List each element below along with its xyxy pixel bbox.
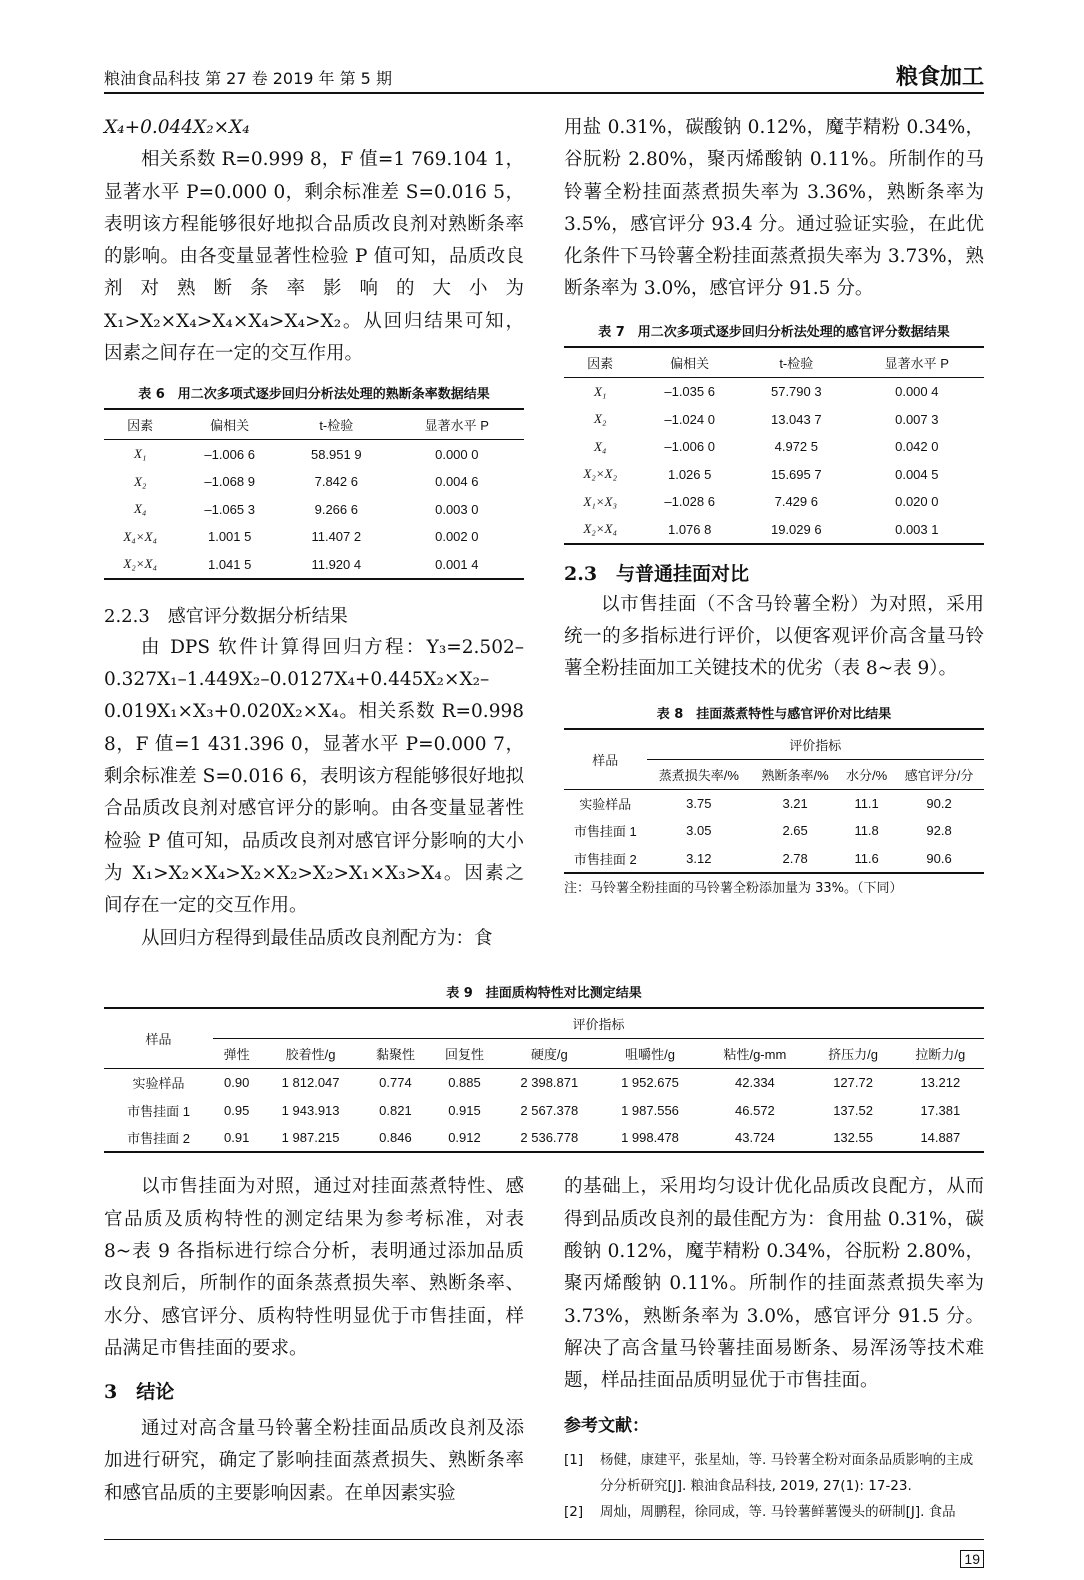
table-cell: 0.004 6 bbox=[435, 474, 479, 490]
table-cell: 57.790 3 bbox=[770, 384, 822, 400]
table-cell: 实验样品 bbox=[132, 1076, 185, 1092]
table-cell: –1.065 3 bbox=[204, 501, 255, 517]
table-cell: 0.000 4 bbox=[895, 384, 939, 400]
table-cell: 2 536.778 bbox=[520, 1130, 579, 1146]
table8-note: 注：马铃薯全粉挂面的马铃薯全粉添加量为 33%。（下同） bbox=[564, 881, 903, 897]
paragraph-comparison-analysis: 以市售挂面为对照，通过对挂面蒸煮特性、感官品质及质构特性的测定结果为参考标准，对表 8~表 9 各指标进行综合分析，表明通过添加品质改良剂后，所制作的面条蒸煮损失率、熟断条率、水分、感官评分、质构特性明显优于市售挂面，样品满足市售挂面的要求。 bbox=[104, 1176, 524, 1359]
column-header: 偏相关 bbox=[176, 409, 283, 440]
column-header: 黏聚性 bbox=[361, 1038, 430, 1068]
table9 bbox=[104, 1007, 984, 1154]
equation-tail: X₄+0.044X₂×X₄ bbox=[104, 117, 250, 138]
table-cell: 2 398.871 bbox=[520, 1075, 579, 1091]
column-header: 回复性 bbox=[430, 1038, 499, 1068]
table-row bbox=[564, 460, 984, 488]
table-cell: 0.003 0 bbox=[435, 501, 479, 517]
table-cell: –1.024 0 bbox=[664, 411, 715, 427]
column-header: 咀嚼性/g bbox=[600, 1038, 701, 1068]
table-cell: X₁×X₃ bbox=[583, 493, 618, 509]
table-cell: 9.266 6 bbox=[314, 501, 358, 517]
table-cell: 7.842 6 bbox=[314, 474, 358, 490]
table-cell: 0.95 bbox=[224, 1102, 250, 1118]
table-cell: 0.000 0 bbox=[435, 446, 479, 462]
paragraph-optimal-formula: 从回归方程得到最佳品质改良剂配方为：食 bbox=[141, 927, 493, 949]
column-header: 熟断条率/% bbox=[751, 759, 839, 789]
table-cell: 15.695 7 bbox=[770, 466, 822, 482]
table-cell: 市售挂面 2 bbox=[573, 851, 637, 867]
reference-item bbox=[564, 1499, 984, 1525]
column-header: t-检验 bbox=[283, 409, 390, 440]
reference-item bbox=[564, 1447, 984, 1499]
column-header: 弹性 bbox=[213, 1038, 260, 1068]
right-column-bottom bbox=[564, 1171, 984, 1525]
column-header: 硬度/g bbox=[499, 1038, 600, 1068]
table-cell: 3.75 bbox=[686, 795, 712, 811]
column-header: 显著水平 P bbox=[390, 409, 524, 440]
table-cell: 0.91 bbox=[224, 1130, 250, 1146]
table-cell: X₁ bbox=[133, 446, 147, 462]
table-cell: 4.972 5 bbox=[774, 439, 818, 455]
table-cell: 11.1 bbox=[854, 795, 879, 811]
table-row bbox=[104, 440, 524, 468]
paragraph-comparison: 以市售挂面（不含马铃薯全粉）为对照，采用统一的多指标进行评价，以便客观评价高含量马铃薯全粉挂面加工关键技术的优劣（表 8~表 9）。 bbox=[564, 593, 984, 680]
table-cell: 46.572 bbox=[735, 1102, 775, 1118]
table-cell: 58.951 9 bbox=[310, 446, 362, 462]
table-cell: 实验样品 bbox=[579, 796, 632, 812]
table-cell: 1 987.556 bbox=[621, 1102, 679, 1118]
table-row bbox=[564, 817, 984, 845]
page-number: 19 bbox=[960, 1550, 984, 1568]
table-cell: 17.381 bbox=[920, 1102, 961, 1118]
table-cell: 19.029 6 bbox=[770, 521, 822, 537]
table-cell: 0.90 bbox=[224, 1075, 250, 1091]
table-row bbox=[104, 1124, 984, 1153]
table-cell: 3.12 bbox=[686, 850, 712, 866]
table-cell: 0.007 3 bbox=[895, 411, 939, 427]
table-cell: 90.6 bbox=[926, 850, 952, 866]
paragraph-conclusion: 通过对高含量马铃薯全粉挂面品质改良剂及添加进行研究，确定了影响挂面蒸煮损失、熟断条率和感官品质的主要影响因素。在单因素实验 bbox=[104, 1418, 524, 1504]
column-header: 水分/% bbox=[839, 759, 894, 789]
table-cell: 0.915 bbox=[448, 1102, 481, 1118]
left-column-top bbox=[104, 112, 524, 955]
table-cell: 0.846 bbox=[379, 1130, 412, 1146]
table-cell: 0.002 0 bbox=[435, 529, 479, 545]
table-cell: 13.212 bbox=[920, 1075, 961, 1091]
table-cell: X₂ bbox=[133, 473, 147, 489]
bottom-columns bbox=[104, 1171, 984, 1525]
table-cell: X₂×X₂ bbox=[583, 466, 618, 482]
table-cell: 14.887 bbox=[920, 1130, 961, 1146]
table-cell: 92.8 bbox=[926, 823, 952, 839]
table-row bbox=[104, 1096, 984, 1124]
table-cell: –1.006 6 bbox=[204, 446, 255, 462]
table-cell: 0.004 5 bbox=[895, 466, 939, 482]
table-cell: 0.020 0 bbox=[895, 494, 939, 510]
table6 bbox=[104, 408, 524, 580]
table-cell: 2.65 bbox=[782, 823, 808, 839]
reference-number: [2] bbox=[564, 1504, 584, 1521]
column-header: 因素 bbox=[104, 409, 176, 440]
paragraph-formula-continued: 用盐 0.31%，碳酸钠 0.12%，魔芋精粉 0.34%，谷朊粉 2.80%，聚丙烯酸钠 0.11%。所制作的马铃薯全粉挂面蒸煮损失率为 3.36%，熟断条率为 3.5%，感官评分 93.4 分。通过验证实验，在此优化条件下马铃薯全粉挂面蒸煮损失率为 3.73%，熟断条率为 3.0%，感官评分 91.5 分。 bbox=[564, 117, 984, 300]
table-cell: 132.55 bbox=[833, 1130, 873, 1146]
table-cell: 137.52 bbox=[833, 1102, 873, 1118]
table7-caption: 表 7 用二次多项式逐步回归分析法处理的感官评分数据结果 bbox=[598, 324, 950, 340]
table-cell: X₁ bbox=[593, 383, 607, 399]
table-cell: 11.8 bbox=[854, 823, 879, 839]
table-row bbox=[564, 405, 984, 433]
group-header: 评价指标 bbox=[213, 1008, 984, 1039]
table-row bbox=[564, 433, 984, 461]
reference-text: 杨健，康建平，张星灿，等. 马铃薯全粉对面条品质影响的主成分分析研究[J]. 粮油食品科技, 2019, 27(1): 17-23. bbox=[600, 1452, 974, 1495]
table9-block bbox=[104, 985, 984, 1154]
table-row bbox=[104, 495, 524, 523]
table-header-row bbox=[104, 409, 524, 440]
table-cell: 90.2 bbox=[926, 795, 952, 811]
table-cell: 11.407 2 bbox=[311, 529, 362, 545]
table8 bbox=[564, 728, 984, 875]
table-cell: 0.912 bbox=[448, 1130, 481, 1146]
table8-caption: 表 8 挂面蒸煮特性与感官评价对比结果 bbox=[656, 706, 892, 722]
table-header-row bbox=[564, 347, 984, 378]
reference-number: [1] bbox=[564, 1452, 584, 1469]
section-2-3-heading: 2.3 与普通挂面对比 bbox=[564, 562, 750, 585]
table-cell: 1.026 5 bbox=[667, 466, 712, 482]
table-cell: 0.885 bbox=[448, 1075, 481, 1091]
table-row bbox=[564, 789, 984, 817]
sample-header: 样品 bbox=[104, 1008, 213, 1069]
table-cell: –1.035 6 bbox=[664, 384, 715, 400]
table6-caption: 表 6 用二次多项式逐步回归分析法处理的熟断条率数据结果 bbox=[138, 387, 490, 403]
column-header: 胶着性/g bbox=[260, 1038, 361, 1068]
table-cell: X₄×X₄ bbox=[123, 528, 158, 544]
table-cell: X₂×X₄ bbox=[123, 556, 158, 572]
page bbox=[104, 0, 984, 1580]
table9-caption: 表 9 挂面质构特性对比测定结果 bbox=[446, 985, 642, 1001]
table-row bbox=[564, 488, 984, 516]
table-cell: 13.043 7 bbox=[770, 411, 822, 427]
paragraph-sensory-regression: 由 DPS 软件计算得回归方程：Y₃=2.502–0.327X₁–1.449X₂–0.0127X₄+0.445X₂×X₂–0.019X₁×X₃+0.020X₂×X₄。相关系数 R=0.998 8，F 值=1 431.396 0，显著水平 P=0.000 7，剩余标准差 S=0.016 6，表明该方程能够很好地拟合品质改良剂对感官评分的影响。由各变量显著性检验 P 值可知，品质改良剂对感官评分影响的大小为 X₁>X₂×X₄>X₂×X₂>X₂>X₁×X₃>X₄。因素之间存在一定的交互作用。 bbox=[104, 636, 524, 917]
page-footer bbox=[104, 1539, 984, 1580]
table-cell: –1.006 0 bbox=[664, 439, 715, 455]
column-header: t-检验 bbox=[743, 347, 850, 378]
table-cell: 3.21 bbox=[782, 795, 808, 811]
table-row bbox=[104, 1068, 984, 1096]
section-2-2-3-heading: 2.2.3 感官评分数据分析结果 bbox=[104, 605, 348, 627]
table-row bbox=[564, 515, 984, 544]
table-cell: 2 567.378 bbox=[520, 1102, 579, 1118]
table-cell: 1 952.675 bbox=[621, 1075, 679, 1091]
table7 bbox=[564, 346, 984, 545]
table-row bbox=[564, 377, 984, 405]
table-row bbox=[104, 550, 524, 579]
table-cell: 1.001 5 bbox=[207, 529, 252, 545]
column-header: 感官评分/分 bbox=[894, 759, 984, 789]
table-row bbox=[104, 468, 524, 496]
table-cell: X₂×X₄ bbox=[583, 521, 618, 537]
table-header-row bbox=[104, 1038, 984, 1068]
table-cell: –1.068 9 bbox=[204, 474, 255, 490]
table-cell: 0.003 1 bbox=[895, 521, 939, 537]
table-cell: 1.076 8 bbox=[667, 521, 712, 537]
table-cell: 1 998.478 bbox=[621, 1130, 679, 1146]
table-cell: 1 812.047 bbox=[281, 1075, 340, 1091]
paragraph-regression-1: 相关系数 R=0.999 8，F 值=1 769.104 1，显著水平 P=0.000 0，剩余标准差 S=0.016 5，表明该方程能够很好地拟合品质改良剂对熟断条率的影响。由各变量显著性检验 P 值可知，品质改良剂对熟断条率影响的大小为 X₁>X₂×X₄>X₄×X₄>X₄>X₂。从回归结果可知，因素之间存在一定的交互作用。 bbox=[104, 149, 524, 365]
reference-text: 周灿，周鹏程，徐同成，等. 马铃薯鲜薯馒头的研制[J]. 食品 bbox=[600, 1504, 956, 1521]
reference-list bbox=[564, 1447, 984, 1525]
table-cell: X₄ bbox=[133, 501, 147, 517]
references-heading: 参考文献： bbox=[564, 1416, 649, 1437]
table-cell: X₄ bbox=[593, 438, 607, 454]
table-cell: 0.042 0 bbox=[895, 439, 939, 455]
table-cell: 43.724 bbox=[735, 1130, 775, 1146]
table-cell: 0.001 4 bbox=[435, 556, 479, 572]
table-cell: 7.429 6 bbox=[774, 494, 818, 510]
column-header: 粘性/g-mm bbox=[700, 1038, 809, 1068]
column-header: 显著水平 P bbox=[850, 347, 984, 378]
table-cell: 市售挂面 1 bbox=[127, 1103, 190, 1119]
right-column-top bbox=[564, 112, 984, 898]
table-header-row bbox=[564, 729, 984, 760]
column-header: 蒸煮损失率/% bbox=[647, 759, 752, 789]
column-header: 因素 bbox=[564, 347, 636, 378]
table-cell: X₂ bbox=[593, 411, 607, 427]
column-header: 挤压力/g bbox=[809, 1038, 896, 1068]
section-3-heading: 3 结论 bbox=[104, 1381, 175, 1404]
section-header: 粮食加工 bbox=[895, 65, 984, 90]
table-cell: 127.72 bbox=[833, 1075, 873, 1091]
table-cell: 1 943.913 bbox=[281, 1102, 340, 1118]
sample-header: 样品 bbox=[564, 729, 647, 790]
table-cell: 市售挂面 2 bbox=[127, 1131, 190, 1147]
paragraph-conclusion-continued: 的基础上，采用均匀设计优化品质改良配方，从而得到品质改良剂的最佳配方为：食用盐 0.31%，碳酸钠 0.12%，魔芋精粉 0.34%，谷朊粉 2.80%，聚丙烯酸钠 0.11%。所制作的挂面蒸煮损失率为 3.73%，熟断条率为 3.0%，感官评分 91.5 分。解决了高含量马铃薯挂面易断条、易浑汤等技术难题，样品挂面品质明显优于市售挂面。 bbox=[564, 1176, 984, 1392]
journal-header: 粮油食品科技 第 27 卷 2019 年 第 5 期 bbox=[104, 69, 392, 88]
column-header: 拉断力/g bbox=[897, 1038, 984, 1068]
table-cell: 市售挂面 1 bbox=[573, 824, 637, 840]
table-cell: 0.774 bbox=[379, 1075, 412, 1091]
group-header: 评价指标 bbox=[647, 729, 984, 760]
table-cell: 42.334 bbox=[735, 1075, 775, 1091]
table-cell: –1.028 6 bbox=[664, 494, 715, 510]
left-column-bottom bbox=[104, 1171, 524, 1510]
table-cell: 11.920 4 bbox=[311, 556, 362, 572]
table-row bbox=[564, 845, 984, 874]
table-cell: 1 987.215 bbox=[281, 1130, 340, 1146]
column-header: 偏相关 bbox=[636, 347, 743, 378]
table-cell: 1.041 5 bbox=[207, 556, 252, 572]
table-cell: 2.78 bbox=[782, 850, 808, 866]
table-cell: 3.05 bbox=[686, 823, 712, 839]
table-row bbox=[104, 523, 524, 551]
page-header bbox=[104, 64, 984, 94]
table-cell: 11.6 bbox=[854, 850, 879, 866]
table-cell: 0.821 bbox=[379, 1102, 412, 1118]
table-header-row bbox=[104, 1008, 984, 1039]
top-columns bbox=[104, 112, 984, 955]
